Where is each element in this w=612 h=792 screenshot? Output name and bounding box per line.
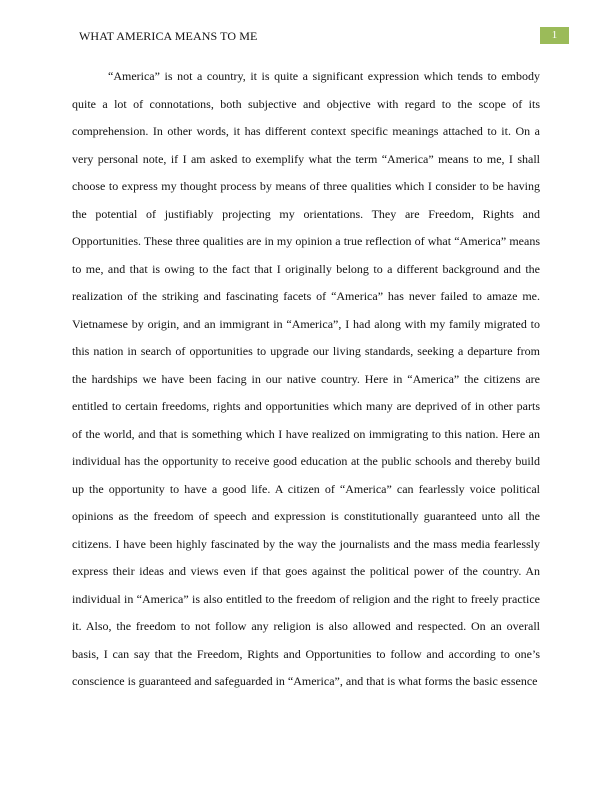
page-number: 1	[540, 27, 569, 44]
body-paragraph: “America” is not a country, it is quite a significant expression which tends to embody quite a lot of connotations, both subjective and objective with regard to the scope of its comprehension. In other words, it has different context specific meanings attached to it. On a very personal note, if I am asked to exemplify what the term “America” means to me, I shall choose to express my thought process by means of three qualities which I consider to be having the potential of justifiably projecting my orientations. They are Freedom, Rights and Opportunities. These three qualities are in my opinion a true reflection of what “America” means to me, and that is owing to the fact that I originally belong to a different background and the realization of the striking and fascinating facets of “America” has never failed to amaze me. Vietnamese by origin, and an immigrant in “America”, I had along with my family migrated to this nation in search of opportunities to upgrade our living standards, seeking a departure from the hardships we have been facing in our native country. Here in “America” the citizens are entitled to certain freedoms, rights and opportunities which many are deprived of in other parts of the world, and that is something which I have realized on immigrating to this nation. Here an individual has the opportunity to receive good education at the public schools and thereby build up the opportunity to have a good life. A citizen of “America” can fearlessly voice political opinions as the freedom of speech and expression is constitutionally guaranteed unto all the citizens. I have been highly fascinated by the way the journalists and the mass media fearlessly express their ideas and views even if that goes against the political power of the country. An individual in “America” is also entitled to the freedom of religion and the right to freely practice it. Also, the freedom to not follow any religion is also allowed and respected. On an overall basis, I can say that the Freedom, Rights and Opportunities to follow and according to one’s conscience is guaranteed and safeguarded in “America”, and that is what forms the basic essence	[72, 69, 540, 688]
page-header	[0, 0, 612, 50]
running-head: WHAT AMERICA MEANS TO ME	[79, 29, 258, 43]
